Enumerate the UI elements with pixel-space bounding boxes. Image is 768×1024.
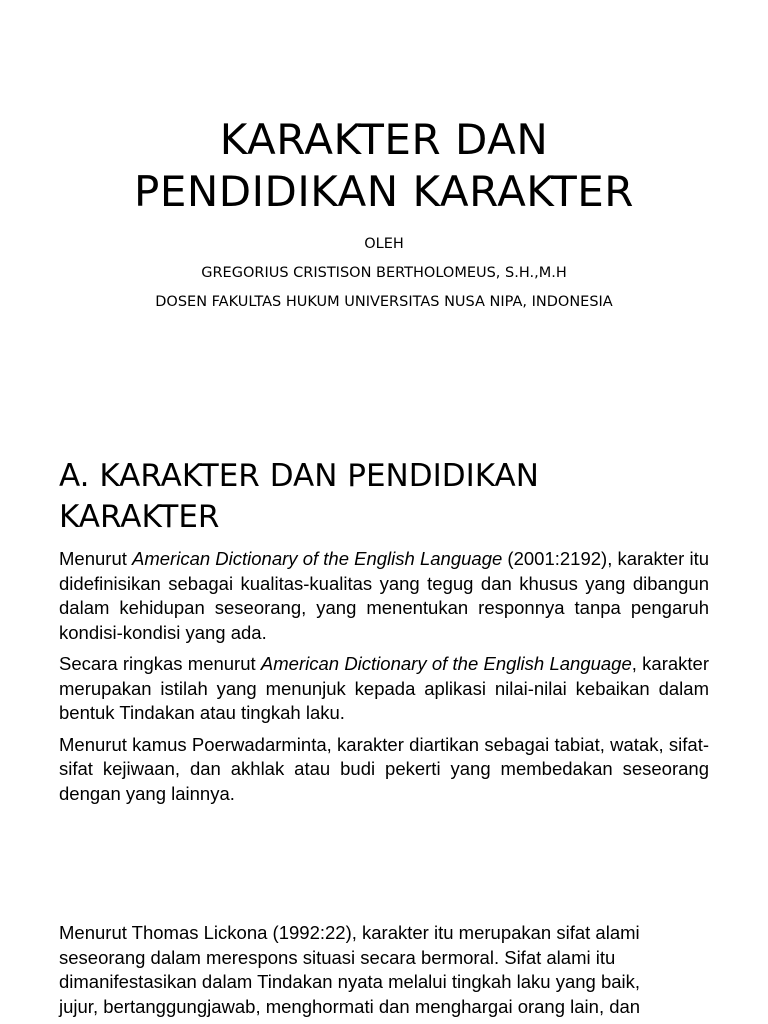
byline [20, 230, 748, 317]
paragraph-lead: Menurut [59, 548, 133, 569]
paragraph-american-dictionary-definition [59, 547, 709, 645]
paragraph-lickona [59, 921, 709, 1019]
source-title: American Dictionary of the English Language [132, 548, 503, 569]
main-title [40, 114, 728, 218]
content-slide [0, 432, 768, 1024]
source-title: American Dictionary of the English Language [260, 653, 632, 674]
section-heading [59, 456, 728, 538]
paragraph-line: dimanifestasikan dalam Tindakan nyata melalui tingkah laku yang baik, [59, 971, 641, 992]
author-affiliation: DOSEN FAKULTAS HUKUM UNIVERSITAS NUSA NIPA, INDONESIA [155, 294, 613, 310]
section-heading-line-2: KARAKTER [59, 499, 220, 535]
paragraph-rest: (2001:2192), karakter itu didefinisikan sebagai kualitas-kualitas yang tegug dan khusus yang dibangun dalam kehidupan seseorang, yang menentukan responnya tanpa pengaruh kondisi-kondisi yang ada. [59, 548, 709, 643]
paragraph-line: Menurut Thomas Lickona (1992:22), karakter itu merupakan sifat alami [59, 922, 640, 943]
main-title-line-2: PENDIDIKAN KARAKTER [134, 167, 634, 216]
paragraph-lead: Secara ringkas menurut [59, 653, 261, 674]
title-slide [0, 0, 768, 432]
section-heading-line-1: A. KARAKTER DAN PENDIDIKAN [59, 458, 539, 494]
paragraph-rest: , karakter merupakan istilah yang menunjuk kepada aplikasi nilai-nilai kebaikan dalam bentuk Tindakan atau tingkah laku. [59, 653, 709, 723]
by-label: OLEH [364, 236, 404, 252]
main-title-line-1: KARAKTER DAN [219, 115, 549, 164]
paragraph-line: seseorang dalam merespons situasi secara bermoral. Sifat alami itu [59, 946, 616, 968]
body-text [59, 547, 709, 813]
author-name: GREGORIUS CRISTISON BERTHOLOMEUS, S.H.,M.H [201, 265, 567, 281]
paragraph-american-dictionary-summary [59, 652, 709, 726]
paragraph-poerwadarminta: Menurut kamus Poerwadarminta, karakter diartikan sebagai tabiat, watak, sifat-sifat kejiwaan, dan akhlak atau budi pekerti yang membedakan seseorang dengan yang lainnya. [59, 733, 709, 804]
paragraph-line: jujur, bertanggungjawab, menghormati dan menghargai orang lain, dan [59, 995, 641, 1017]
